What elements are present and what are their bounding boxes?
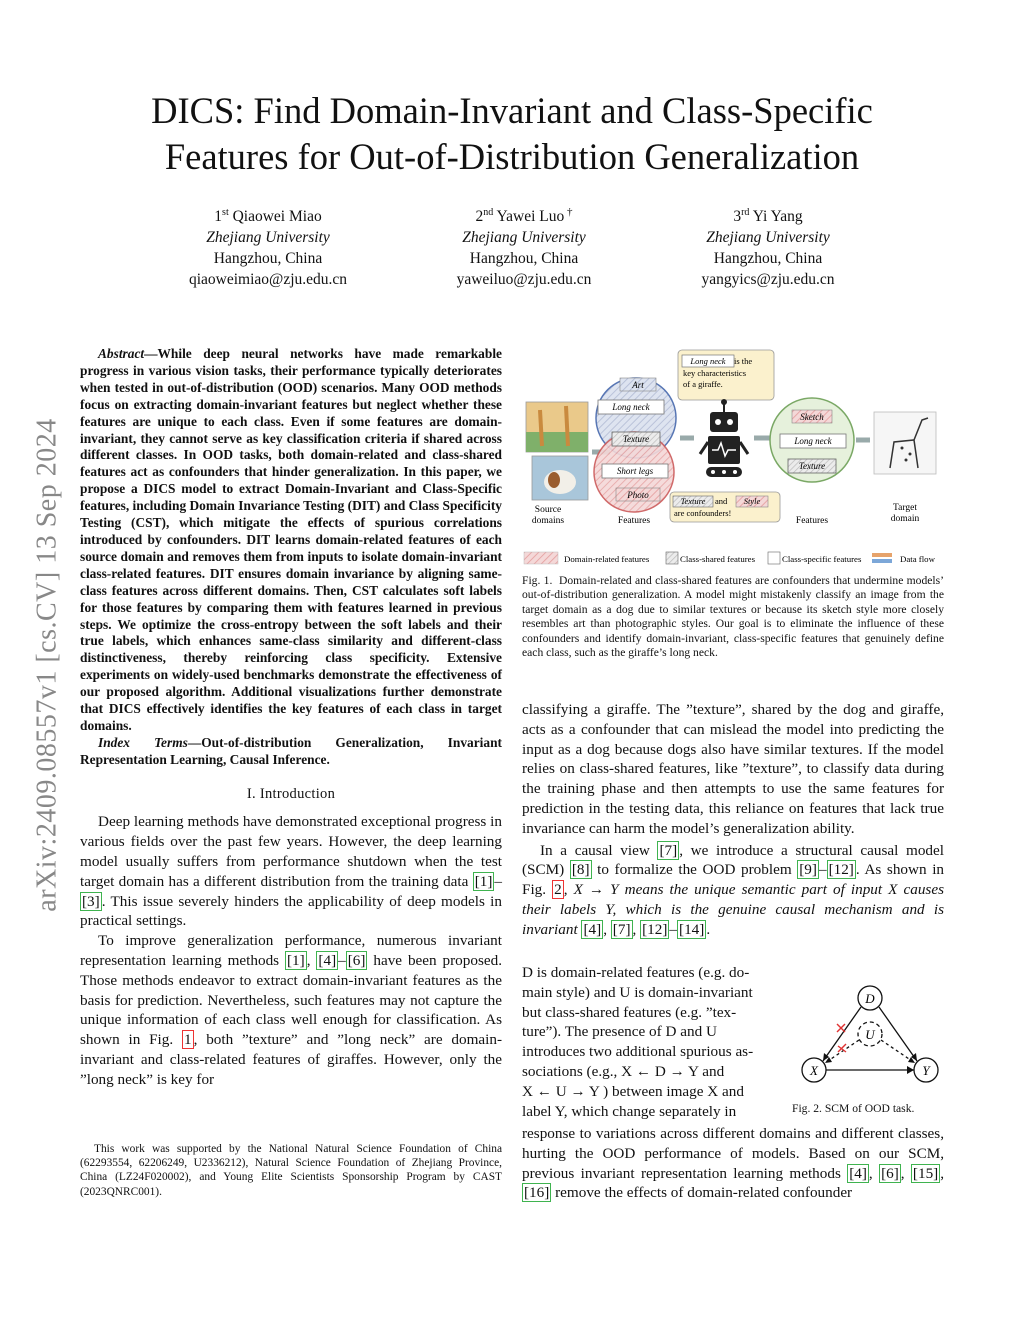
robot-icon	[700, 399, 748, 477]
figure-2	[786, 980, 946, 1090]
footnote	[80, 1142, 502, 1199]
abstract	[80, 346, 502, 735]
author-institution: Zhejiang University	[462, 229, 586, 247]
author-location: Hangzhou, China	[713, 250, 823, 268]
target-image-sketch	[874, 412, 936, 474]
svg-text:Y: Y	[922, 1063, 930, 1078]
caption-text: Domain-related and class-shared features are confounders that undermine models’ out-of-distribution generalization. A model might mistakenly classify an image from the target domain as a dog due to similar textures or because its sketch style more closely resembles art than photographic styles. Our goal is to eliminate the influence of these confounders and identify domain-invariant, class-specific features that genuinely define each class, such as the giraffe’s long neck.	[522, 574, 945, 660]
wrapped-line: but class-shared features (e.g. ”tex-	[522, 1003, 737, 1021]
body-paragraph-continued: classifying a giraffe. The ”texture”, shared by the dog and giraffe, acts as a confounder that can mislead the model into predicting the input as a dog because dogs also have similar textures. If the model relies on class-shared features, like ”texture”, to classify data during the training phase and then attempts to use the same features for prediction in the testing data, this reliance on features that lack true invariance can harm the model’s generalization ability.	[522, 701, 944, 837]
label-source: Source	[534, 505, 562, 515]
citation-link[interactable]: [6]	[347, 952, 366, 970]
wrapped-line: label Y, which change separately in	[522, 1102, 737, 1120]
scissors-icon	[837, 1024, 846, 1052]
citation-link[interactable]: [1]	[286, 952, 305, 970]
bubble-bottom-text: and	[715, 496, 728, 506]
index-terms	[80, 735, 502, 769]
citation-link[interactable]: [4]	[318, 952, 337, 970]
author-name: 1st Qiaowei Miao	[214, 207, 322, 226]
label-features-left: Features	[617, 516, 651, 526]
intro-paragraph-1: Deep learning methods have demonstrated exceptional progress in various fields over the past few years. However, the deep learning model usually suffers from performance shutdown when the test target domain has a different distribution from the training data [1] –[3] . This issue severely hinders the applicability of deep models in practical settings.	[80, 813, 502, 930]
tag-texture: Texture	[798, 461, 826, 471]
tag-sketch: Sketch	[800, 412, 824, 422]
abstract-label: Abstract	[98, 346, 145, 361]
tag-photo: Photo	[627, 490, 649, 500]
svg-text:D: D	[865, 991, 875, 1006]
legend-class-shared: Class-shared features	[680, 554, 755, 564]
legend-domain-related: Domain-related features	[564, 554, 650, 564]
arxiv-side-label	[8, 360, 88, 970]
tag-short-legs: Short legs	[616, 466, 654, 476]
citation-link[interactable]: [6]	[881, 1164, 899, 1182]
bubble-top-text: is the	[734, 356, 753, 366]
body-paragraph-causal: In a causal view [7] , we introduce a structural causal model (SCM) [8] to formalize the OOD problem [9] – [12] . As shown in Fig. 2 , X → Y means the unique semantic part of input X causes their labels Y, which is the genuine causal mechanism and is invariant [4] , [7] , [12] – [14] .	[522, 841, 945, 938]
svg-text:U: U	[865, 1027, 875, 1042]
figure-2-graphic	[786, 980, 946, 1090]
wrapped-line: introduces two additional spurious as-	[522, 1043, 754, 1061]
section-heading: I. Introduction	[246, 785, 336, 802]
index-terms-label: Index Terms	[98, 734, 188, 750]
figure-link[interactable]: 1	[184, 1031, 192, 1049]
svg-text:X: X	[810, 1063, 818, 1078]
tag-long-neck: Long neck	[612, 402, 650, 412]
citation-link[interactable]: [4]	[849, 1164, 867, 1182]
author-name: 2nd Yawei Luo †	[475, 206, 573, 226]
paper-title	[80, 88, 944, 180]
bubble-bottom-tag: Style	[743, 496, 761, 506]
author-location: Hangzhou, China	[213, 250, 323, 268]
right-column	[522, 700, 944, 940]
intro-paragraph-2: To improve generalization performance, numerous invariant representation learning methods [1] , [4] – [6] have been proposed. Those methods endeavor to extract domain-invariant features as the basis for prediction. Nevertheless, such features may not capture the unique information of each class well enough for classification. As shown in Fig. 1 , both ”texture” and ”long neck” are domain-invariant and class-related features of giraffes. However, only the ”long neck” is key for	[80, 932, 503, 1088]
abstract-text: —While deep neural networks have made remarkable progress in various vision tasks, their performance typically deteriorates when tested in out-of-distribution (OOD) scenarios. Many OOD methods focus on extracting domain-invariant features but neglect whether these features are unique to each class. Even if some features are domain-invariant, they cannot serve as key classification criteria if shared across different classes. In OOD tasks, both domain-related and class-shared features act as confounders that hinder generalization. In this paper, we propose a DICS model to extract Domain-Invariant and Class-Specific features, including Domain Invariance Testing (DIT) and Class Specificity Testing (CST), which mitigate the effects of spurious correlations introduced by confounders. DIT learns domain-related features of each source domain and removes them from inputs to isolate domain-invariant class-related features. DIT ensures domain invariance by aligning same-class features across different domains. Then, CST calculates soft labels for those features by comparing them with features learned in previous steps. We optimize the cross-entropy between the soft labels and their true labels, which enhances same-class similarity and different-class distinctiveness, thereby reinforcing class specificity. Extensive experiments on widely-used benchmarks demonstrate the effectiveness of our proposed algorithm. Additional visualizations further demonstrate that DICS effectively identifies the key features of each class in target domains.	[80, 346, 502, 733]
tag-art: Art	[632, 380, 644, 390]
bubble-top-text: of a giraffe.	[683, 379, 723, 389]
figure-1-caption	[522, 574, 944, 660]
citation-link[interactable]: [7]	[612, 920, 631, 938]
citation-link[interactable]: [9]	[799, 861, 817, 879]
left-column	[80, 346, 502, 1090]
author-location: Hangzhou, China	[469, 250, 579, 268]
bubble-bottom-tag: Texture	[680, 496, 706, 506]
figure-2-caption: Fig. 2. SCM of OOD task.	[792, 1102, 915, 1115]
index-terms-text: —Out-of-distribution Generalization, Invariant Representation Learning, Causal Inference.	[80, 734, 502, 767]
author-block-2	[394, 202, 654, 290]
legend-data-flow: Data flow	[900, 554, 935, 564]
figure-link[interactable]: 2	[554, 881, 562, 899]
citation-link[interactable]: [1]	[474, 872, 493, 890]
label-target: Target	[893, 503, 917, 513]
title-line-2: Features for Out-of-Distribution Generalization	[164, 136, 860, 177]
citation-link[interactable]: [12]	[642, 920, 668, 938]
bubble-bottom-text: are confounders!	[674, 508, 732, 518]
author-block-1	[138, 202, 398, 290]
edge-d-x	[823, 1007, 861, 1061]
caption-label: Fig. 1.	[522, 574, 553, 587]
citation-link[interactable]: [8]	[571, 861, 590, 879]
edge-d-y	[879, 1007, 917, 1061]
citation-link[interactable]: [4]	[583, 920, 602, 938]
arxiv-id-text: arXiv:2409.08557v1 [cs.CV] 13 Sep 2024	[32, 418, 63, 912]
label-target: domain	[890, 514, 920, 524]
author-email[interactable]: yaweiluo@zju.edu.cn	[456, 271, 592, 289]
label-source: domains	[531, 516, 565, 526]
bubble-top-tag: Long neck	[690, 356, 726, 366]
tag-long-neck: Long neck	[794, 436, 832, 446]
author-email[interactable]: qiaoweimiao@zju.edu.cn	[188, 271, 348, 289]
author-institution: Zhejiang University	[706, 229, 830, 247]
citation-link[interactable]: [15]	[912, 1164, 939, 1182]
tag-texture: Texture	[622, 434, 650, 444]
right-column-continued	[522, 1124, 944, 1203]
label-features-right: Features	[795, 516, 829, 526]
wrapped-text-block	[522, 963, 776, 1121]
source-image-art	[526, 402, 588, 452]
source-image-photo	[532, 456, 588, 500]
title-line-1: DICS: Find Domain-Invariant and Class-Specific	[151, 90, 873, 131]
wrapped-line: main style) and U is domain-invariant	[522, 983, 753, 1001]
citation-link[interactable]: [14]	[679, 920, 705, 938]
wrapped-line: D is domain-related features (e.g. do-	[522, 964, 750, 981]
footnote-text: This work was supported by the National Natural Science Foundation of China (62293554, 62206249, U2336212), Natural Science Foundation of Zhejiang Province, China (LZ24F020002), and Young Elite Scientists Sponsorship Program by CAST (2023QNRC001).	[80, 1143, 502, 1198]
citation-link[interactable]: [12]	[828, 861, 854, 879]
figure-1-graphic	[522, 342, 946, 572]
wrapped-line: X ← U → Y ) between image X and	[522, 1082, 744, 1100]
wrapped-line: ture”). The presence of D and U	[522, 1023, 717, 1041]
citation-link[interactable]: [16]	[524, 1184, 550, 1202]
bubble-top-text: key characteristics	[683, 368, 747, 378]
author-email[interactable]: yangyics@zju.edu.cn	[701, 271, 835, 289]
author-name: 3rd Yi Yang	[733, 207, 803, 226]
legend-class-specific: Class-specific features	[782, 554, 862, 564]
author-institution: Zhejiang University	[206, 229, 330, 247]
body-paragraph-scm: response to variations across different domains and different classes, hurting the OOD performance of models. Based on our SCM, previous invariant representation learning methods [4] , [6] , [15] , [16] remove the effects of domain-related confounder	[522, 1125, 945, 1202]
figure-legend	[524, 552, 936, 564]
wrapped-line: sociations (e.g., X ← D → Y and	[522, 1062, 725, 1080]
citation-link[interactable]: [7]	[659, 841, 678, 859]
author-block-3	[638, 202, 898, 290]
citation-link[interactable]: [3]	[82, 892, 100, 910]
figure-1	[522, 342, 946, 572]
